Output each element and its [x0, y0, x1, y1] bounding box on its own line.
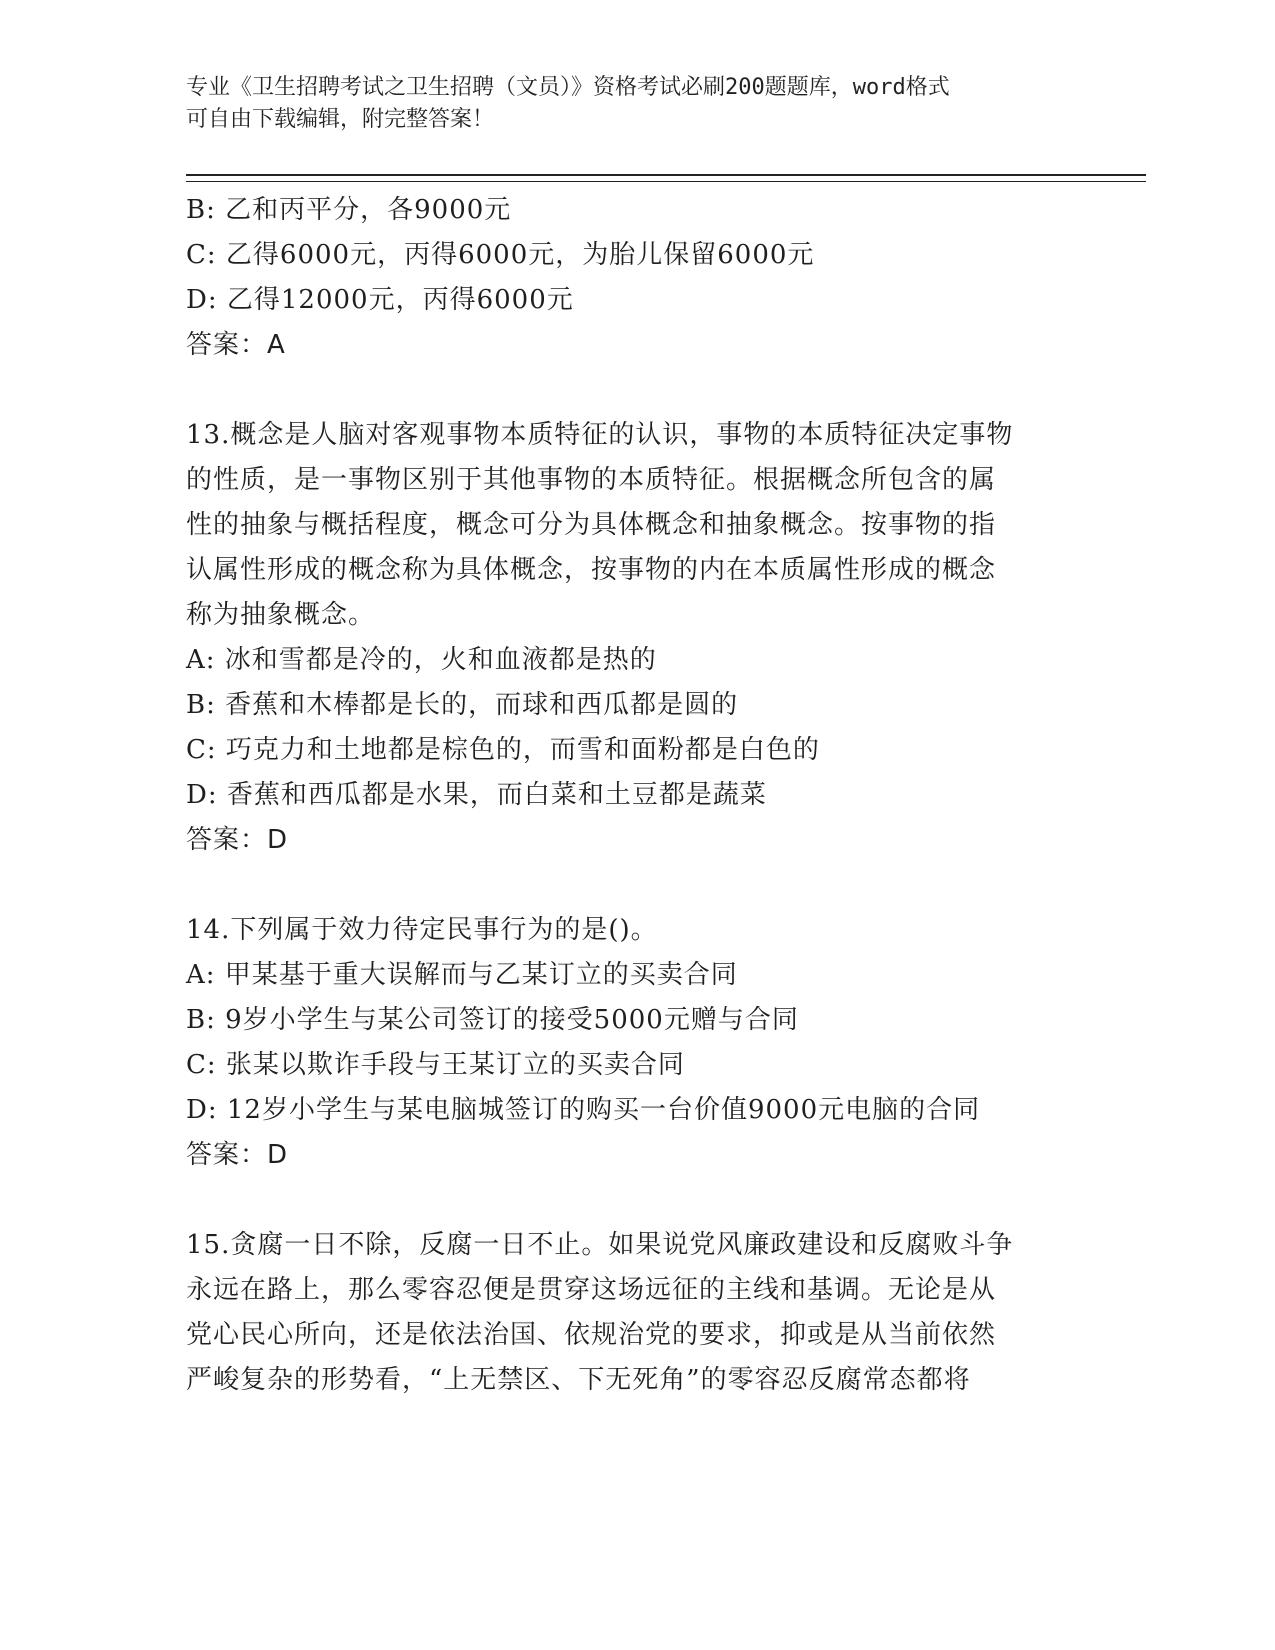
option-d: D: 12岁小学生与某电脑城签订的购买一台价值9000元电脑的合同: [186, 1095, 981, 1125]
header-divider-thick: [186, 174, 1146, 176]
page-header: [186, 72, 1066, 136]
option-d: D: 乙得12000元，丙得6000元: [186, 285, 574, 315]
option-c: C: 乙得6000元，丙得6000元，为胎儿保留6000元: [186, 240, 815, 270]
question-stem-line: 的性质，是一事物区别于其他事物的本质特征。根据概念所包含的属: [186, 465, 997, 495]
spacer: [186, 863, 1086, 908]
question-14: [186, 908, 1086, 1178]
spacer: [186, 368, 1086, 413]
question-stem-line: 性的抽象与概括程度，概念可分为具体概念和抽象概念。按事物的指: [186, 510, 997, 540]
question-stem-line: 15.贪腐一日不除，反腐一日不止。如果说党风廉政建设和反腐败斗争: [186, 1230, 1014, 1260]
answer-line: 答案：D: [186, 1140, 289, 1170]
question-stem-line: 党心民心所向，还是依法治国、依规治党的要求，抑或是从当前依然: [186, 1320, 997, 1350]
question-stem-line: 永远在路上，那么零容忍便是贯穿这场远征的主线和基调。无论是从: [186, 1275, 997, 1305]
option-a: A: 甲某基于重大误解而与乙某订立的买卖合同: [186, 960, 738, 990]
question-stem-line: 14.下列属于效力待定民事行为的是()。: [186, 915, 658, 945]
option-b: B: 香蕉和木棒都是长的，而球和西瓜都是圆的: [186, 690, 739, 720]
option-c: C: 巧克力和土地都是棕色的，而雪和面粉都是白色的: [186, 735, 820, 765]
header-divider-thin: [186, 181, 1146, 182]
answer-line: 答案：D: [186, 825, 289, 855]
option-b: B: 9岁小学生与某公司签订的接受5000元赠与合同: [186, 1005, 799, 1035]
header-title-line-2: 可自由下载编辑，附完整答案！: [186, 107, 495, 132]
question-stem-line: 称为抽象概念。: [186, 600, 376, 630]
option-d: D: 香蕉和西瓜都是水果，而白菜和土豆都是蔬菜: [186, 780, 767, 810]
question-stem-line: 13.概念是人脑对客观事物本质特征的认识，事物的本质特征决定事物: [186, 420, 1014, 450]
question-stem-line: 认属性形成的概念称为具体概念，按事物的内在本质属性形成的概念: [186, 555, 997, 585]
option-c: C: 张某以欺诈手段与王某订立的买卖合同: [186, 1050, 685, 1080]
question-13: [186, 413, 1086, 863]
option-b: B: 乙和丙平分，各9000元: [186, 195, 512, 225]
option-a: A: 冰和雪都是冷的，火和血液都是热的: [186, 645, 657, 675]
document-body: [186, 188, 1086, 1403]
question-15: [186, 1223, 1086, 1403]
question-stem-line: 严峻复杂的形势看，“上无禁区、下无死角”的零容忍反腐常态都将: [186, 1365, 971, 1395]
header-title-line-1: 专业《卫生招聘考试之卫生招聘（文员）》资格考试必刷200题题库，word格式: [186, 75, 950, 100]
answer-line: 答案：A: [186, 330, 286, 360]
spacer: [186, 1178, 1086, 1223]
question-12-tail: [186, 188, 1086, 368]
